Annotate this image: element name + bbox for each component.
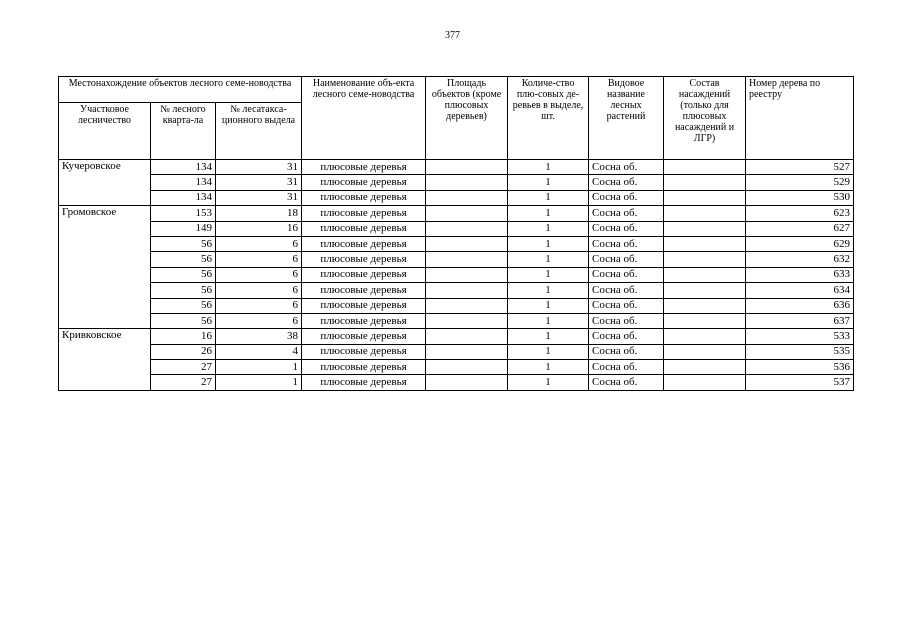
table-row [59,206,854,221]
tree-number-cell: 636 [746,298,854,313]
table-row [59,267,854,282]
area-cell [426,190,508,205]
count-cell: 1 [508,313,589,328]
area-cell [426,344,508,359]
table-row [59,221,854,236]
species-cell: Сосна об. [589,267,664,282]
count-cell: 1 [508,329,589,344]
object-name-cell: плюсовые деревья [302,298,426,313]
header-count: Количе-ство плю-совых де-ревьев в выделе, шт. [508,77,589,160]
tree-number-cell: 632 [746,252,854,267]
composition-cell [664,236,746,251]
object-name-cell: плюсовые деревья [302,252,426,267]
species-cell: Сосна об. [589,329,664,344]
composition-cell [664,283,746,298]
header-species: Видовое название лесных растений [589,77,664,160]
allotment-cell: 38 [216,329,302,344]
quarter-cell: 56 [151,298,216,313]
quarter-cell: 56 [151,283,216,298]
species-cell: Сосна об. [589,221,664,236]
species-cell: Сосна об. [589,313,664,328]
seed-objects-table [58,76,854,391]
species-cell: Сосна об. [589,298,664,313]
object-name-cell: плюсовые деревья [302,221,426,236]
header-area: Площадь объектов (кроме плюсовых деревьев) [426,77,508,160]
object-name-cell: плюсовые деревья [302,329,426,344]
allotment-cell: 6 [216,236,302,251]
area-cell [426,375,508,390]
count-cell: 1 [508,160,589,175]
area-cell [426,252,508,267]
table-row [59,313,854,328]
tree-number-cell: 527 [746,160,854,175]
area-cell [426,298,508,313]
composition-cell [664,344,746,359]
table-row [59,252,854,267]
count-cell: 1 [508,175,589,190]
composition-cell [664,190,746,205]
count-cell: 1 [508,283,589,298]
table-row [59,298,854,313]
object-name-cell: плюсовые деревья [302,206,426,221]
quarter-cell: 27 [151,360,216,375]
allotment-cell: 18 [216,206,302,221]
species-cell: Сосна об. [589,206,664,221]
quarter-cell: 56 [151,313,216,328]
allotment-cell: 1 [216,360,302,375]
header-quarter: № лесного кварта-ла [151,103,216,160]
table-body [59,160,854,391]
table-row [59,375,854,390]
species-cell: Сосна об. [589,283,664,298]
header-composition: Состав насаждений (только для плюсовых насаждений и ЛГР) [664,77,746,160]
tree-number-cell: 623 [746,206,854,221]
quarter-cell: 134 [151,190,216,205]
composition-cell [664,221,746,236]
species-cell: Сосна об. [589,175,664,190]
quarter-cell: 26 [151,344,216,359]
object-name-cell: плюсовые деревья [302,236,426,251]
table-header [59,77,854,160]
species-cell: Сосна об. [589,160,664,175]
allotment-cell: 6 [216,313,302,328]
quarter-cell: 153 [151,206,216,221]
quarter-cell: 149 [151,221,216,236]
quarter-cell: 56 [151,236,216,251]
header-tree-number: Номер дерева по реестру [746,77,854,160]
area-cell [426,206,508,221]
composition-cell [664,375,746,390]
count-cell: 1 [508,375,589,390]
tree-number-cell: 629 [746,236,854,251]
district-cell: Кучеровское [59,160,151,206]
tree-number-cell: 637 [746,313,854,328]
table-row [59,236,854,251]
area-cell [426,175,508,190]
district-cell: Громовское [59,206,151,329]
composition-cell [664,298,746,313]
allotment-cell: 6 [216,252,302,267]
composition-cell [664,175,746,190]
tree-number-cell: 634 [746,283,854,298]
table-row [59,160,854,175]
tree-number-cell: 529 [746,175,854,190]
allotment-cell: 31 [216,175,302,190]
quarter-cell: 134 [151,160,216,175]
composition-cell [664,313,746,328]
area-cell [426,283,508,298]
quarter-cell: 56 [151,252,216,267]
object-name-cell: плюсовые деревья [302,190,426,205]
allotment-cell: 31 [216,160,302,175]
quarter-cell: 56 [151,267,216,282]
allotment-cell: 31 [216,190,302,205]
count-cell: 1 [508,190,589,205]
object-name-cell: плюсовые деревья [302,313,426,328]
tree-number-cell: 537 [746,375,854,390]
allotment-cell: 16 [216,221,302,236]
count-cell: 1 [508,206,589,221]
tree-number-cell: 530 [746,190,854,205]
table-row [59,283,854,298]
quarter-cell: 134 [151,175,216,190]
table-row [59,360,854,375]
allotment-cell: 6 [216,298,302,313]
header-location-group: Местонахождение объектов лесного семе-новодства [59,77,302,103]
count-cell: 1 [508,252,589,267]
area-cell [426,313,508,328]
quarter-cell: 27 [151,375,216,390]
tree-number-cell: 627 [746,221,854,236]
table-row [59,344,854,359]
composition-cell [664,160,746,175]
species-cell: Сосна об. [589,252,664,267]
area-cell [426,329,508,344]
tree-number-cell: 536 [746,360,854,375]
object-name-cell: плюсовые деревья [302,160,426,175]
composition-cell [664,252,746,267]
count-cell: 1 [508,236,589,251]
object-name-cell: плюсовые деревья [302,360,426,375]
header-allotment: № лесатакса-ционного выдела [216,103,302,160]
count-cell: 1 [508,344,589,359]
table-row [59,329,854,344]
object-name-cell: плюсовые деревья [302,267,426,282]
area-cell [426,236,508,251]
tree-number-cell: 533 [746,329,854,344]
table-row [59,175,854,190]
allotment-cell: 6 [216,267,302,282]
header-district: Участковое лесничество [59,103,151,160]
species-cell: Сосна об. [589,190,664,205]
composition-cell [664,206,746,221]
composition-cell [664,267,746,282]
composition-cell [664,329,746,344]
header-object-name: Наименование объ-екта лесного семе-новодства [302,77,426,160]
allotment-cell: 1 [216,375,302,390]
object-name-cell: плюсовые деревья [302,344,426,359]
count-cell: 1 [508,298,589,313]
allotment-cell: 4 [216,344,302,359]
allotment-cell: 6 [216,283,302,298]
quarter-cell: 16 [151,329,216,344]
species-cell: Сосна об. [589,360,664,375]
species-cell: Сосна об. [589,375,664,390]
tree-number-cell: 633 [746,267,854,282]
district-cell: Кривковское [59,329,151,391]
count-cell: 1 [508,267,589,282]
object-name-cell: плюсовые деревья [302,283,426,298]
object-name-cell: плюсовые деревья [302,375,426,390]
composition-cell [664,360,746,375]
table-row [59,190,854,205]
area-cell [426,221,508,236]
object-name-cell: плюсовые деревья [302,175,426,190]
tree-number-cell: 535 [746,344,854,359]
area-cell [426,267,508,282]
area-cell [426,160,508,175]
area-cell [426,360,508,375]
count-cell: 1 [508,360,589,375]
species-cell: Сосна об. [589,344,664,359]
count-cell: 1 [508,221,589,236]
species-cell: Сосна об. [589,236,664,251]
page-number: 377 [445,30,460,41]
